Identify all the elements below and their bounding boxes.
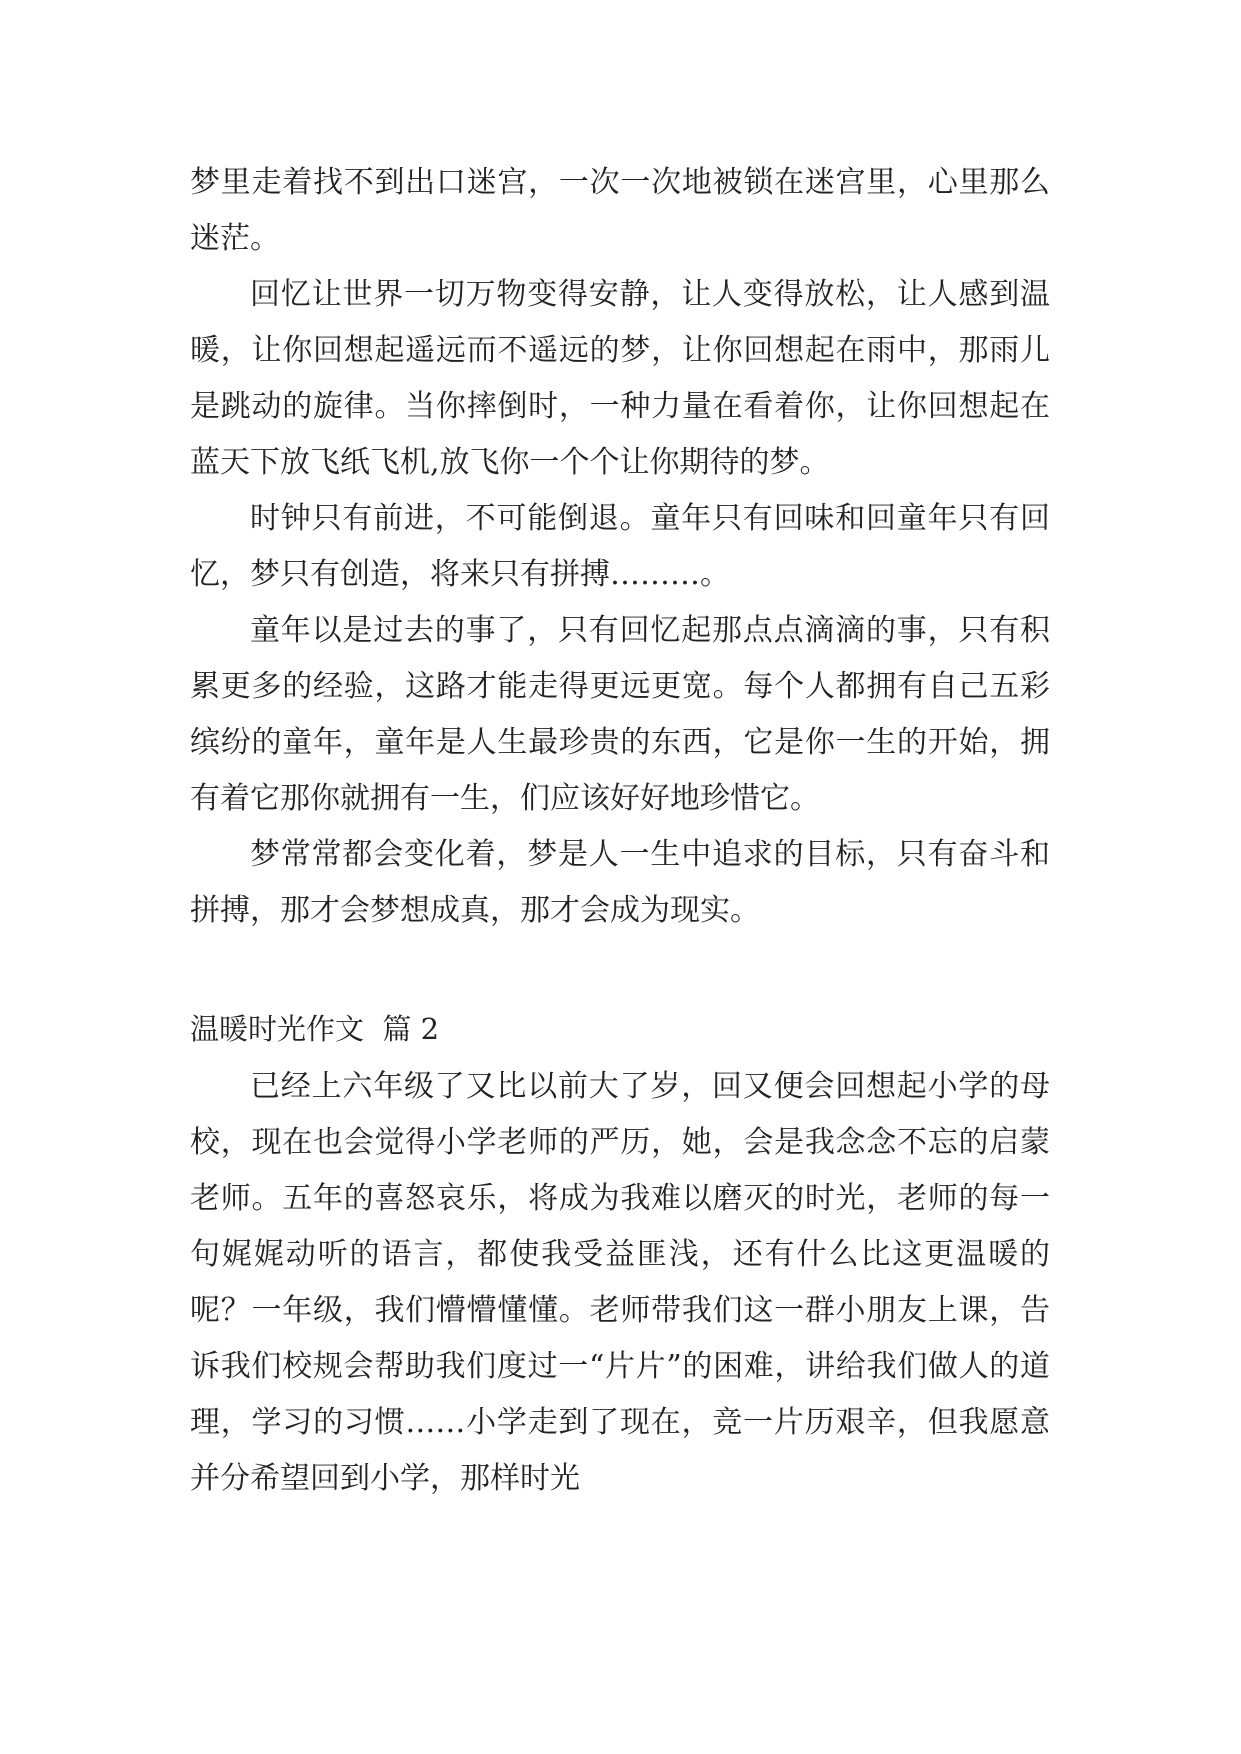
document-body bbox=[190, 155, 1050, 1507]
section-heading-text: 温暖时光作文 篇 2 bbox=[190, 1012, 440, 1046]
paragraph-continuation: 梦里走着找不到出口迷宫，一次一次地被锁在迷宫里，心里那么迷茫。 bbox=[190, 165, 1050, 256]
section-heading bbox=[190, 999, 1050, 1059]
paragraph-clock: 时钟只有前进，不可能倒退。童年只有回味和回童年只有回忆，梦只有创造，将来只有拼搏………。 bbox=[190, 501, 1050, 592]
paragraph-dream: 梦常常都会变化着，梦是人一生中追求的目标，只有奋斗和拼搏，那才会梦想成真，那才会成为现实。 bbox=[190, 837, 1050, 928]
paragraph-childhood: 童年以是过去的事了，只有回忆起那点点滴滴的事，只有积累更多的经验，这路才能走得更远更宽。每个人都拥有自己五彩缤纷的童年，童年是人生最珍贵的东西，它是你一生的开始，拥有着它那你就拥有一生，们应该好好地珍惜它。 bbox=[190, 613, 1050, 816]
paragraph-memory: 回忆让世界一切万物变得安静，让人变得放松，让人感到温暖，让你回想起遥远而不遥远的梦，让你回想起在雨中，那雨儿是跳动的旋律。当你摔倒时，一种力量在看着你，让你回想起在蓝天下放飞纸飞机,放飞你一个个让你期待的梦。 bbox=[190, 277, 1050, 480]
paragraph-sixth-grade: 已经上六年级了又比以前大了岁，回又便会回想起小学的母校，现在也会觉得小学老师的严历，她，会是我念念不忘的启蒙老师。五年的喜怒哀乐，将成为我难以磨灭的时光，老师的每一句娓娓动听的语言，都使我受益匪浅，还有什么比这更温暖的呢？一年级，我们懵懵懂懂。老师带我们这一群小朋友上课，告诉我们校规会帮助我们度过一“片片”的困难，讲给我们做人的道理，学习的习惯……小学走到了现在，竞一片历艰辛，但我愿意并分希望回到小学，那样时光 bbox=[190, 1069, 1050, 1496]
